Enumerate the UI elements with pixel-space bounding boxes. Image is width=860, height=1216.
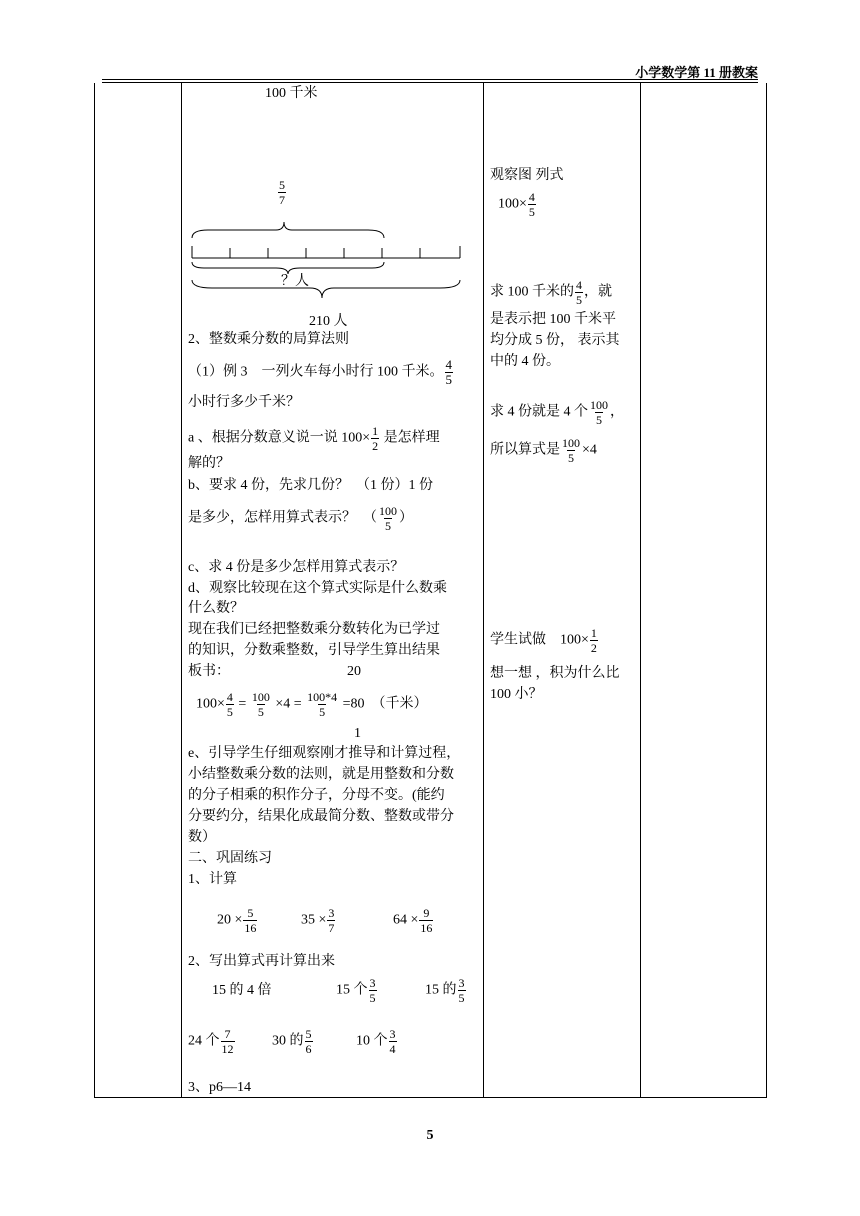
question-e-5: 数） <box>188 830 216 845</box>
question-d-cont: 什么数？ <box>188 601 244 616</box>
table-divider-2 <box>483 83 484 1098</box>
exercise-c2: 35 × $\frac{3}{7}$ <box>301 906 335 935</box>
table-divider-3 <box>640 83 641 1098</box>
side-ask-2: 是表示把 100 千米平 <box>490 312 616 327</box>
diagram-question: ？人 <box>281 274 309 289</box>
calc-cancel-bottom: 1 <box>354 726 361 741</box>
write-exercise-title: 2、写出算式再计算出来 <box>188 954 335 969</box>
side-ask-3: 均分成 5 份， 表示其 <box>490 333 620 348</box>
table-divider-1 <box>181 83 182 1098</box>
side-so: 所以算式是 $\frac{100}{5}$ ×4 <box>490 436 597 465</box>
question-b-cont: 是多少，怎样用算式表示？ （ $\frac{100}{5}$ ） <box>188 504 413 533</box>
example3-line: （1）例 3 一列火车每小时行 100 千米。 $\frac{4}{5}$ <box>188 357 452 387</box>
table-border-left <box>94 83 95 1098</box>
diagram-total: 210 人 <box>309 314 348 329</box>
calc-exercise-title: 1、计算 <box>188 872 237 887</box>
paragraph-line1: 现在我们已经把整数乘分数转化为已学过 <box>188 622 440 637</box>
side-ask-4: 中的 4 份。 <box>490 354 560 369</box>
exercise-w2: 15 个 $\frac{3}{5}$ <box>336 976 376 1005</box>
question-e-1: e、引导学生仔细观察刚才推导和计算过程， <box>188 746 461 761</box>
line-segment-diagram <box>188 220 468 310</box>
question-e-3: 的分子相乘的积作分子，分母不变。(能约 <box>188 788 445 803</box>
header-title: 小学数学第 11 册教案 <box>635 65 758 80</box>
paragraph-line2: 的知识，分数乘整数，引导学生算出结果 <box>188 643 440 658</box>
side-observe: 观察图 列式 <box>490 168 564 183</box>
exercise-w3: 15 的 $\frac{3}{5}$ <box>425 976 465 1005</box>
exercise-p6: 3、p6—14 <box>188 1080 251 1095</box>
question-b: b、要求 4 份，先求几份？ （1 份）1 份 <box>188 478 433 493</box>
side-try: 学生试做 100× $\frac{1}{2}$ <box>490 626 597 655</box>
question-e-4: 分要约分，结果化成最简分数、整数或带分 <box>188 809 454 824</box>
calc-board: 100× $\frac{4}{5}$ = $\frac{100}{5}$ ×4 = $\frac{100*4}{5}$ =80 （千米） <box>196 690 428 719</box>
section-ii-title: 二、巩固练习 <box>188 851 272 866</box>
question-a: a 、根据分数意义说一说 100× $\frac{1}{2}$ 是怎样理 <box>188 424 440 453</box>
question-d: d、观察比较现在这个算式实际是什么数乘 <box>188 581 447 596</box>
paragraph-line3: 板书： <box>188 664 230 679</box>
question-a-cont: 解的？ <box>188 456 230 471</box>
example3-line2: 小时行多少千米？ <box>188 395 300 410</box>
header-rule-thin <box>102 82 758 83</box>
table-border-right <box>766 83 767 1098</box>
exercise-c3: 64 × $\frac{9}{16}$ <box>393 906 433 935</box>
diagram-fraction: $\frac{5}{7}$ <box>279 178 285 207</box>
exercise-w1: 15 的 4 倍 <box>212 983 272 998</box>
section2-title: 2、整数乘分数的局算法则 <box>188 332 349 347</box>
diagram-top-label: 100 千米 <box>265 86 318 101</box>
side-observe-expr: 100× $\frac{4}{5}$ <box>498 190 535 219</box>
header-rule <box>102 79 758 80</box>
exercise-w6: 10 个 $\frac{3}{4}$ <box>356 1027 396 1056</box>
exercise-w4: 24 个 $\frac{7}{12}$ <box>188 1027 234 1056</box>
side-think-2: 100 小？ <box>490 687 543 702</box>
calc-cancel-top: 20 <box>347 664 361 679</box>
exercise-w5: 30 的 $\frac{5}{6}$ <box>272 1027 312 1056</box>
side-ask: 求 100 千米的 $\frac{4}{5}$ ，就 <box>490 278 612 307</box>
question-e-2: 小结整数乘分数的法则，就是用整数和分数 <box>188 767 454 782</box>
side-think-1: 想一想 ，积为什么比 <box>490 666 620 681</box>
side-four: 求 4 份就是 4 个 $\frac{100}{5}$ ， <box>490 398 624 427</box>
exercise-c1: 20 × $\frac{5}{16}$ <box>217 906 257 935</box>
page-number: 5 <box>426 1128 434 1143</box>
question-c: c、求 4 份是多少怎样用算式表示？ <box>188 560 405 575</box>
